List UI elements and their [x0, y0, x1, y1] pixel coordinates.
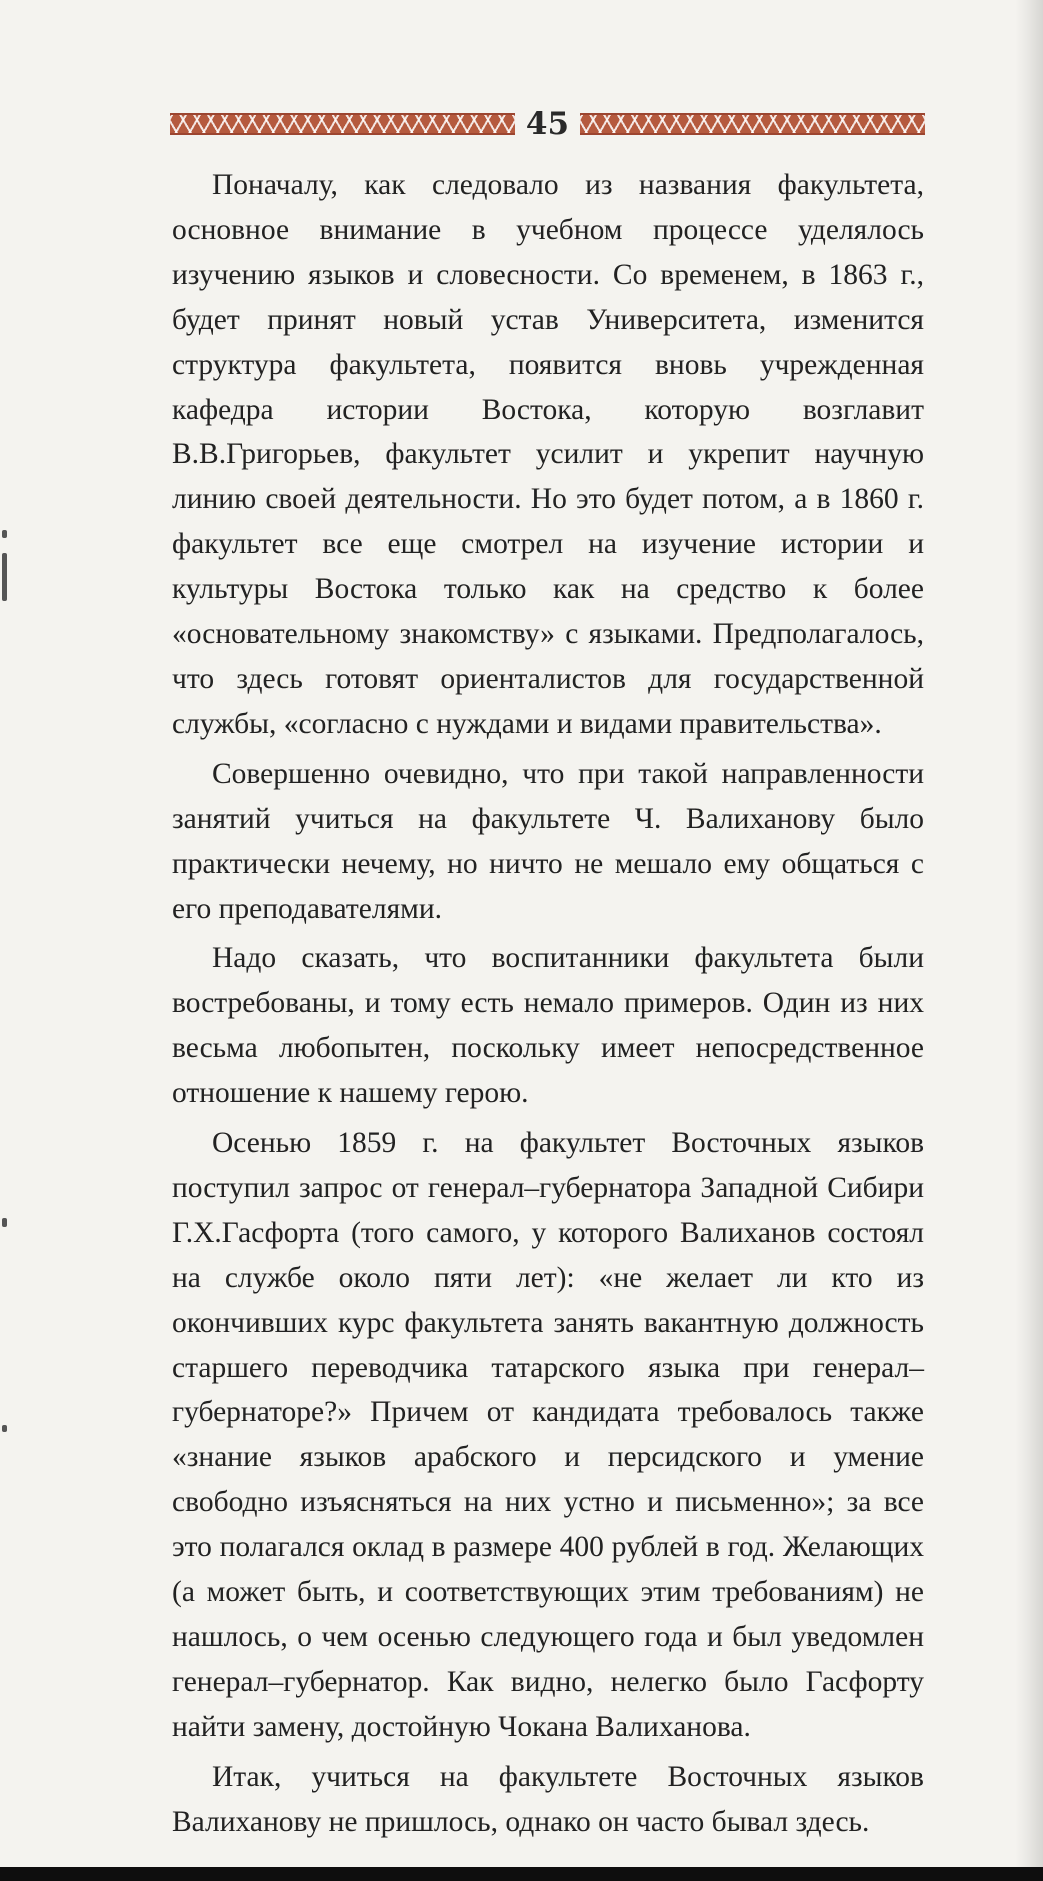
paragraph: Совершенно очевидно, что при такой направленности занятий учиться на факультете Ч. Валиханову было практически нечему, но ничто не мешало ему общаться с его преподавателями. — [172, 757, 924, 925]
page-header — [170, 104, 925, 144]
scan-edge-marks — [0, 0, 14, 1881]
page-body — [172, 163, 924, 1850]
scan-mark — [2, 1218, 7, 1227]
scan-mark — [2, 1425, 7, 1432]
scan-bottom-edge — [0, 1867, 1043, 1881]
scan-mark — [2, 530, 7, 538]
page-number: 45 — [525, 106, 570, 142]
scan-mark — [2, 553, 7, 601]
paragraph: Осенью 1859 г. на факультет Восточных языков поступил запрос от генерал–губернатора Западной Сибири Г.Х.Гасфорта (того самого, у которого Валиханов состоял на службе около пяти лет): «не желает ли кто из окончивших курс факультета занять вакантную должность старшего переводчика татарского языка при генерал–губернаторе?» Причем от кандидата требовалось также «знание языков арабского и персидского и умение свободно изъясняться на них устно и письменно»; за все это полагался оклад в размере 400 рублей в год. Желающих (а может быть, и соответствующих этим требованиям) не нашлось, о чем осенью следующего года и был уведомлен генерал–губернатор. Как видно, нелегко было Гасфорту найти замену, достойную Чокана Валиханова. — [172, 1127, 924, 1743]
paragraph: Надо сказать, что воспитанники факультета были востребованы, и тому есть немало примеров. Один из них весьма любопытен, поскольку имеет непосредственное отношение к нашему герою. — [172, 942, 924, 1110]
ornament-left — [170, 113, 515, 135]
paragraph: Итак, учиться на факультете Восточных языков Валиханову не пришлось, однако он часто бывал здесь. — [172, 1760, 924, 1838]
spine-shadow — [1015, 0, 1043, 1881]
ornament-right — [580, 113, 925, 135]
paragraph: Поначалу, как следовало из названия факультета, основное внимание в учебном процессе уделялось изучению языков и словесности. Со временем, в 1863 г., будет принят новый устав Университета, изменится структура факультета, появится вновь учрежденная кафедра истории Востока, которую возглавит В.В.Григорьев, факультет усилит и укрепит научную линию своей деятельности. Но это будет потом, а в 1860 г. факультет все еще смотрел на изучение истории и культуры Востока только как на средство к более «основательному знакомству» с языками. Предполагалось, что здесь готовят ориенталистов для государственной службы, «согласно с нуждами и видами правительства». — [172, 169, 924, 740]
